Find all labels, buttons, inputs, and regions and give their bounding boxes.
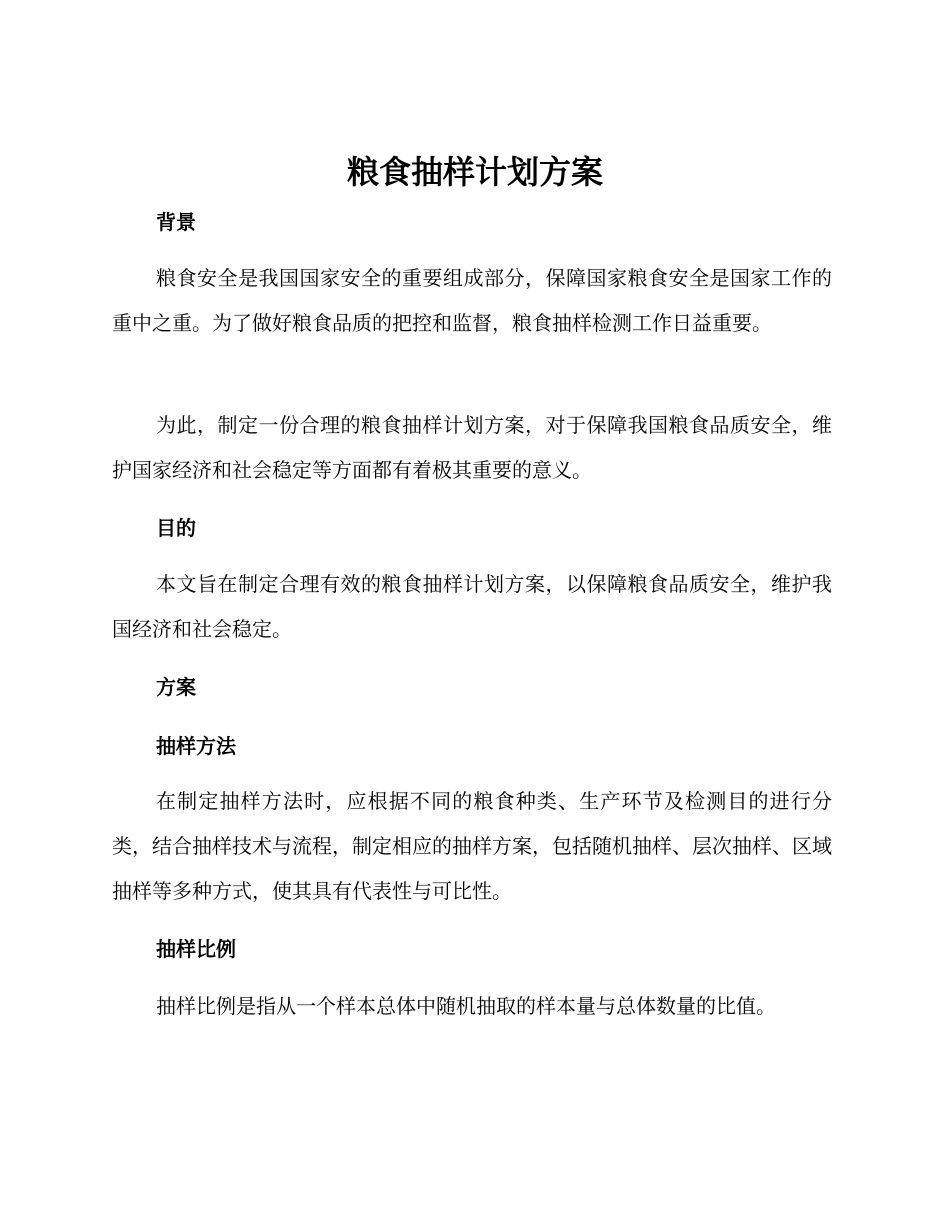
section-heading-purpose: 目的 bbox=[156, 516, 196, 540]
section-heading-sampling-method: 抽样方法 bbox=[156, 734, 236, 758]
paragraph-background-2: 为此，制定一份合理的粮食抽样计划方案，对于保障我国粮食品质安全，维护国家经济和社会稳定等方面都有着极其重要的意义。 bbox=[112, 413, 832, 482]
section-heading-sampling-ratio: 抽样比例 bbox=[156, 937, 236, 961]
section-heading-background: 背景 bbox=[156, 210, 196, 234]
paragraph-purpose-1: 本文旨在制定合理有效的粮食抽样计划方案，以保障粮食品质安全，维护我国经济和社会稳定。 bbox=[112, 572, 832, 641]
paragraph-sampling-method-1: 在制定抽样方法时，应根据不同的粮食种类、生产环节及检测目的进行分类，结合抽样技术与流程，制定相应的抽样方案，包括随机抽样、层次抽样、区域抽样等多种方式，使其具有代表性与可比性。 bbox=[112, 789, 832, 903]
paragraph-sampling-ratio-1: 抽样比例是指从一个样本总体中随机抽取的样本量与总体数量的比值。 bbox=[156, 994, 776, 1018]
paragraph-background-1: 粮食安全是我国国家安全的重要组成部分，保障国家粮食安全是国家工作的重中之重。为了做好粮食品质的把控和监督，粮食抽样检测工作日益重要。 bbox=[112, 266, 832, 335]
document-title: 粮食抽样计划方案 bbox=[346, 153, 603, 191]
section-heading-plan: 方案 bbox=[156, 675, 196, 699]
